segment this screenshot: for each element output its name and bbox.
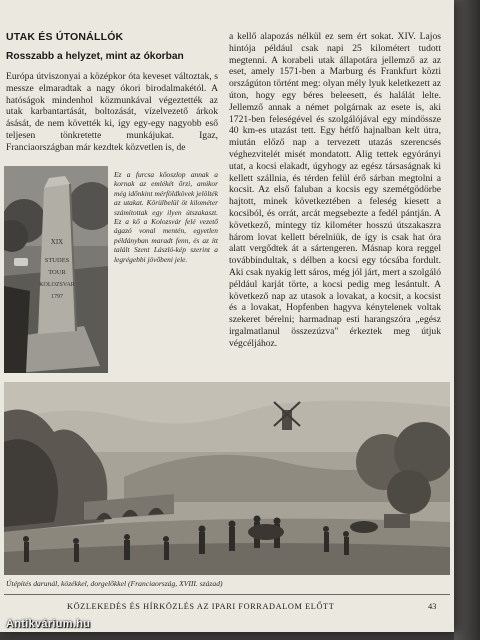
left-column-text	[6, 71, 218, 154]
svg-text:STUDES: STUDES	[44, 257, 70, 264]
page-number: 43	[428, 602, 437, 611]
svg-text:1797: 1797	[51, 294, 63, 300]
left-paragraph: Európa útviszonyai a középkor óta keveset változtak, s messze elmaradtak a nagy ókori birodalmakétól. A hatóságok mindenhol közmunkával végeztették az utak karbantartását, boltozását, vízelvezető árkok ásását, de nem követték ki, így egy-egy nagyobb eső teljesen tönkretette munkájukat. Igaz, Franciaországban már kezdtek közvetlen is, de	[6, 71, 218, 153]
book-page-edge	[454, 0, 480, 640]
running-footer-title: KÖZLEKEDÉS ÉS HÍRKÖZLÉS AZ IPARI FORRADALOM ELŐTT	[67, 602, 335, 611]
svg-text:XIX: XIX	[50, 238, 64, 246]
milestone-photo-caption: Ez a furcsa kőoszlop annak a kornak az emlékét őrzi, amikor még időnkint mérföldkövek jelölték az utakat. Körülbelül öt kilométer számítottak egy ilyen útszakaszt. Ez a kő a Kolozsvár felé vezető ágazó vonal mentén, egyetlen példányban maradt fenn, és az itt talált Szent László-kép szerint a legrégebbi jövőbeni jele.	[114, 170, 218, 264]
road-building-engraving	[4, 382, 450, 575]
section-title: UTAK ÉS ÚTONÁLLÓK	[6, 31, 124, 43]
watermark-logo: Antikvárium.hu	[6, 618, 91, 630]
milestone-photo	[4, 166, 108, 373]
right-column-text	[229, 31, 441, 350]
footer-rule	[4, 594, 450, 595]
svg-text:KOLOZSVAR: KOLOZSVAR	[39, 282, 75, 288]
section-subtitle: Rosszabb a helyzet, mint az ókorban	[6, 51, 184, 62]
engraving-drawing	[4, 382, 450, 575]
svg-text:TOUR: TOUR	[48, 269, 66, 276]
milestone-inscription-graphic	[4, 166, 108, 373]
engraving-caption: Útépítés darunál, közékkel, dorgelőkkel (Franciaország, XVIII. század)	[6, 579, 223, 588]
right-paragraph: a kellő alapozás nélkül ez sem ért sokat. XIV. Lajos hintója például csak napi 25 kilométert tudott megtenni. A korabeli utak állapotára jellemző az az eset, amely 1571-ben a Marburg és Frankfurt közti országúton történt meg: olyan mély lyuk keletkezett az úton, hogy egy béres beleesett, és halálát lelte. Jellemző annak a német polgárnak az esete is, aki 1721-ben feleségével és szolgálójával egy mindössze 40 km-es utazást tett. Egy hétfő hajnalban kelt útra, miután előző nap a tervezett utazás szerencsés véghezvitelét misét mondatott. Alig tettek egyórányi utat, a kocsi elakadt, úgyhogy az egész társaságnak ki kellett szállnia, és térden felül érő sárban megtolni a kocsit. Az első faluban a kocsis egy szemétgödörbe hajtott, minek következtében a feleség kiesett a kocsiból, és orrát, arcát megsebezte a fedél pántján. A következő, mintegy tíz kilométer hosszú útszakaszra három lovat kellett bérelniük, de így is csak hat óra alatt vergődtek át a sártengeren. Másnap kora reggel továbbindultak, s délben a kocsi egy tócsába fordult. Aki csak nyakig lett sáros, még jól járt, mert a szolgáló például karját törte, a kocsi pedig meg lesántult. A következő nap az utasok a lovakat, a kocsit, a kocsist és a lovakat, Hopfenben hagyva kénytelenek voltak szekeret bérelni; harmadnap esti harangszóra „egész irgalmatlanul összezúzva" érkeztek meg útjuk végcéljához.	[229, 31, 441, 349]
